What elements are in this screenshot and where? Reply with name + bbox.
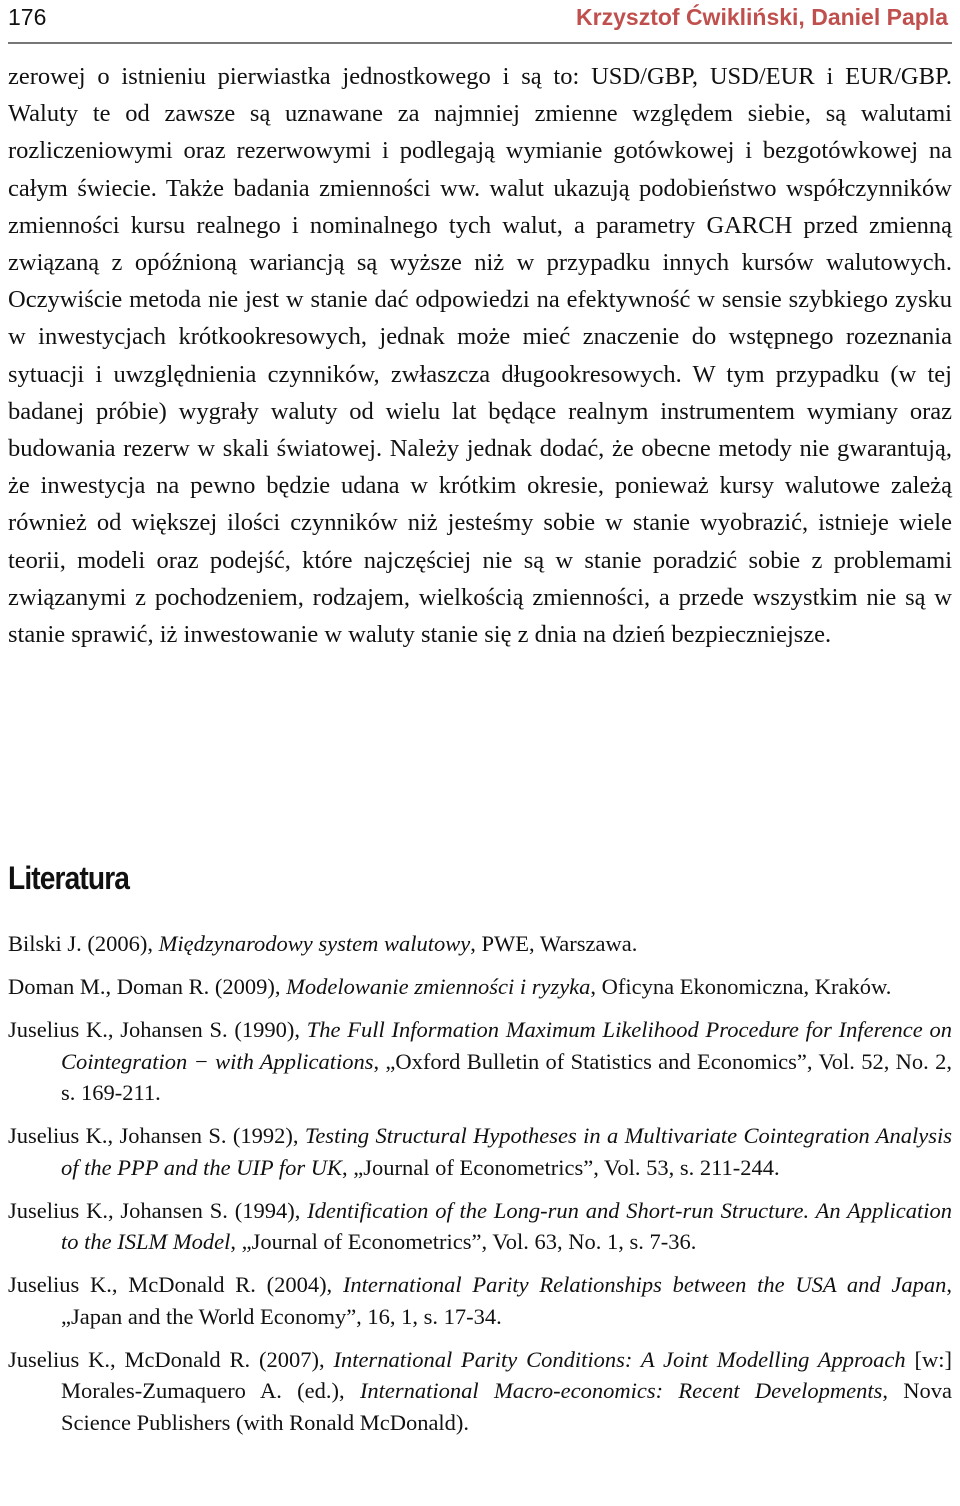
reference-list xyxy=(8,928,952,1450)
reference-item xyxy=(8,971,952,1003)
reference-authors: Juselius K., McDonald R. (2004), xyxy=(8,1272,343,1297)
reference-authors: Juselius K., Johansen S. (1994), xyxy=(8,1197,308,1223)
reference-title: International Parity Relationships between the USA and Japan xyxy=(342,1272,947,1297)
section-heading-literatura: Literatura xyxy=(8,860,130,896)
reference-authors: Juselius K., Johansen S. (1990), xyxy=(8,1017,307,1042)
reference-title-secondary: International Macro-economics: Recent Developments xyxy=(359,1378,883,1403)
reference-item xyxy=(8,928,952,960)
reference-title: Modelowanie zmienności i ryzyka xyxy=(286,974,591,999)
reference-title: Testing Structural Hypotheses in a Multivariate Cointegration Analysis of the PPP and the UIP for UK xyxy=(61,1123,952,1180)
reference-item xyxy=(8,1014,952,1109)
reference-title: The Full Information Maximum Likelihood Procedure for Inference on Cointegration − with Applications xyxy=(61,1017,952,1074)
running-head-authors: Krzysztof Ćwikliński, Daniel Papla xyxy=(576,4,948,30)
reference-details: , PWE, Warszawa. xyxy=(470,931,638,956)
reference-details: , „Journal of Econometrics”, Vol. 53, s. 211-244. xyxy=(342,1154,780,1180)
reference-details: , „Oxford Bulletin of Statistics and Economics”, Vol. 52, No. 2, s. 169-211. xyxy=(61,1048,952,1105)
reference-details: , Oficyna Ekonomiczna, Kraków. xyxy=(590,974,892,999)
reference-title: Identification of the Long-run and Short-run Structure. An Application to the ISLM Model xyxy=(61,1197,952,1254)
reference-authors: Juselius K., McDonald R. (2007), xyxy=(8,1346,334,1372)
reference-item xyxy=(8,1269,952,1332)
reference-details: [w:] Morales-Zumaquero A. (ed.), xyxy=(61,1346,952,1403)
reference-authors: Doman M., Doman R. (2009), xyxy=(8,974,287,999)
reference-authors: Juselius K., Johansen S. (1992), xyxy=(8,1123,305,1148)
reference-title: International Parity Conditions: A Joint Modelling Approach xyxy=(333,1346,906,1372)
reference-details-secondary: , Nova Science Publishers (with Ronald McDonald). xyxy=(61,1378,952,1435)
reference-item xyxy=(8,1344,952,1439)
reference-details: , „Japan and the World Economy”, 16, 1, s. 17-34. xyxy=(61,1272,952,1329)
reference-item xyxy=(8,1120,952,1183)
page-header xyxy=(8,0,952,44)
reference-title: Międzynarodowy system walutowy xyxy=(158,931,471,956)
reference-details: , „Journal of Econometrics”, Vol. 63, No. 1, s. 7-36. xyxy=(230,1229,697,1254)
reference-authors: Bilski J. (2006), xyxy=(8,931,159,956)
body-paragraph: zerowej o istnieniu pierwiastka jednostkowego i są to: USD/GBP, USD/EUR i EUR/GBP. Waluty te od zawsze są uznawane za najmniej zmienne względem siebie, są walutami rozliczeniowymi oraz rezerwowymi i podlegają wymianie gotówkowej i bezgotówkowej na całym świecie. Także badania zmienności ww. walut ukazują podobieństwo współczynników zmienności kursu realnego i nominalnego tych walut, a parametry GARCH przed zmienną związaną z opóźnioną wariancją są wyższe niż w przypadku innych kursów walutowych. Oczywiście metoda nie jest w stanie dać odpowiedzi na efektywność w sensie szybkiego zysku w inwestycjach krótkookresowych, jednak może mieć znaczenie do wstępnego rozeznania sytuacji i uwzględnienia czynników, zwłaszcza długookresowych. W tym przypadku (w tej badanej próbie) wygrały waluty od wielu lat będące realnym instrumentem wymiany oraz budowania rezerw w skali światowej. Należy jednak dodać, że obecne metody nie gwarantują, że inwestycja na pewno będzie udana w krótkim okresie, ponieważ kursy walutowe zależą również od większej ilości czynników niż jesteśmy sobie w stanie wyobrazić, istnieje wiele teorii, modeli oraz podejść, które najczęściej nie są w stanie poradzić sobie z problemami związanymi z pochodzeniem, rodzajem, wielkością zmienności, a przede wszystkim nie są w stanie sprawić, iż inwestowanie w waluty stanie się z dnia na dzień bezpieczniejsze. xyxy=(8,63,952,649)
reference-item xyxy=(8,1195,952,1258)
header-rule xyxy=(8,42,952,44)
page-number: 176 xyxy=(8,4,47,30)
